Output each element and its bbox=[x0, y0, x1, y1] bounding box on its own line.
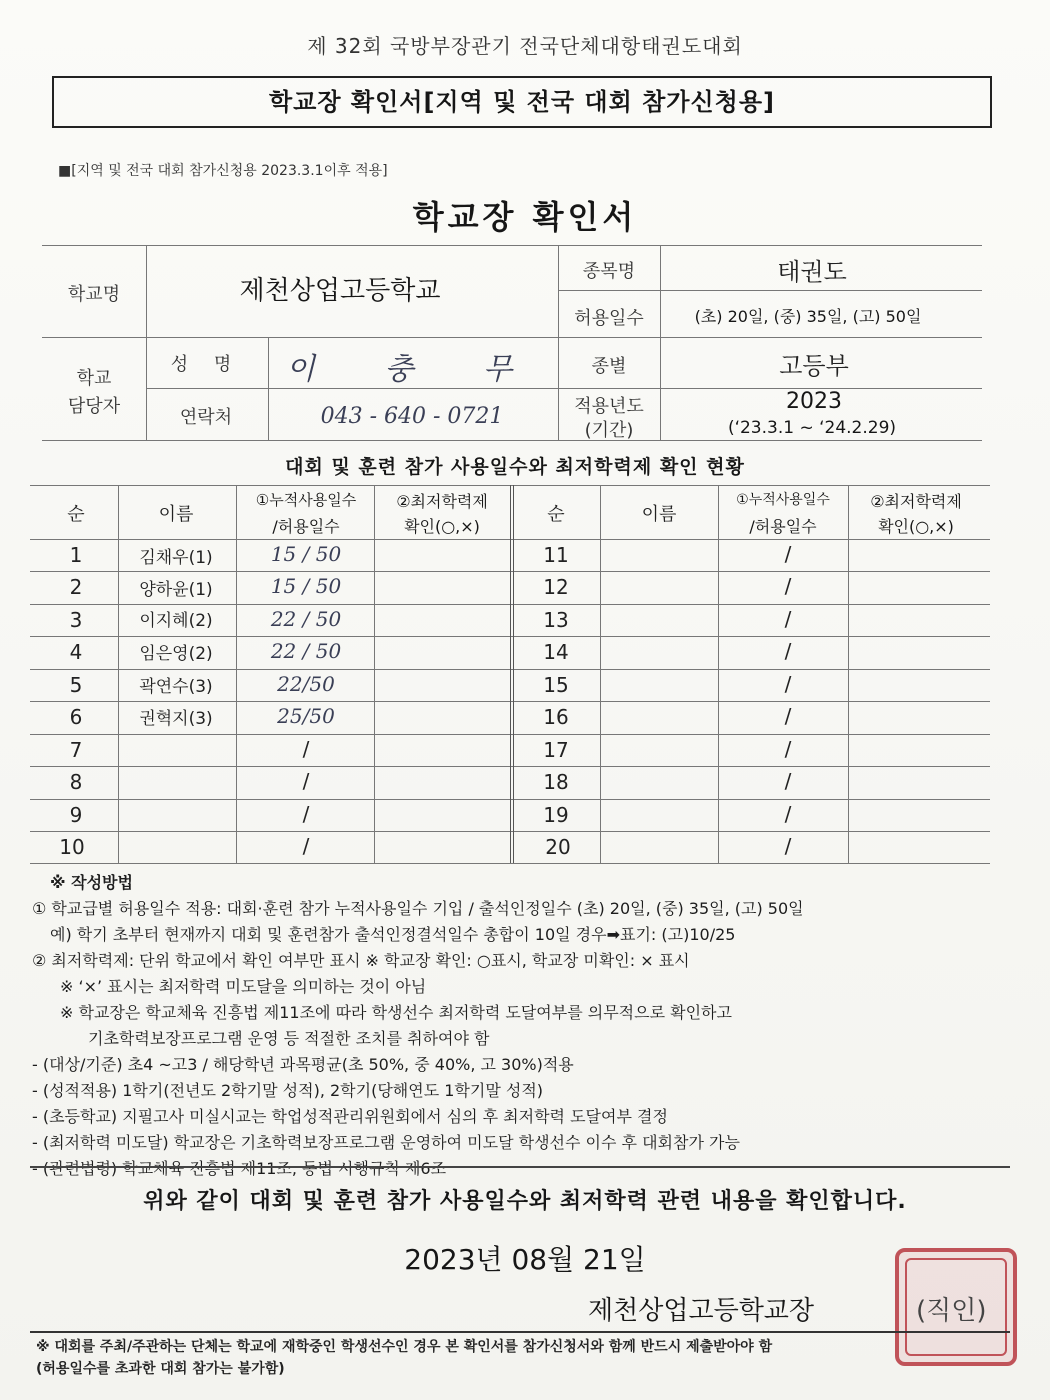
division-label: 종별 bbox=[591, 356, 627, 377]
form-title: 학교장 확인서[지역 및 전국 대회 참가신청용] bbox=[52, 76, 992, 128]
sport-value: 태권도 bbox=[777, 258, 847, 286]
manager-name-label: 성 명 bbox=[170, 354, 242, 375]
seal-label: (직인) bbox=[916, 1296, 987, 1326]
rule bbox=[558, 245, 559, 440]
usage-table-title: 대회 및 훈련 참가 사용일수와 최저학력제 확인 현황 bbox=[285, 456, 745, 478]
year-value: 2023 bbox=[786, 389, 842, 414]
rule bbox=[30, 1331, 1010, 1333]
row-number: 10 bbox=[59, 835, 85, 859]
row-number: 13 bbox=[543, 608, 569, 632]
student-days: / bbox=[302, 769, 310, 793]
rule bbox=[268, 337, 269, 440]
footer-line: (허용일수를 초과한 대회 참가는 불가함) bbox=[36, 1361, 285, 1377]
student-days: 22/50 bbox=[277, 672, 335, 696]
contact-label: 연락처 bbox=[179, 407, 233, 428]
instruction-line: 예) 학기 초부터 현재까지 대회 및 훈련참가 출석인정결석일수 총합이 10일 경우➡표기: (고)10/25 bbox=[50, 925, 736, 944]
footer-line: ※ 대회를 주최/주관하는 단체는 학교에 재학중인 학생선수인 경우 본 확인서를 참가신청서와 함께 반드시 제출받아야 함 bbox=[36, 1339, 773, 1355]
instruction-line: ※ ‘×’ 표시는 최저학력 미도달을 의미하는 것이 아님 bbox=[60, 977, 427, 996]
student-days: / bbox=[784, 672, 792, 696]
student-days: / bbox=[784, 607, 792, 631]
footer-note bbox=[36, 1336, 772, 1380]
row-number: 6 bbox=[69, 705, 83, 729]
student-days: 25/50 bbox=[277, 704, 335, 728]
instruction-line: - (최저학력 미도달) 학교장은 기초학력보장프로그램 운영하여 미도달 학생선수 이수 후 대회참가 가능 bbox=[32, 1133, 740, 1152]
row-number: 7 bbox=[69, 738, 83, 762]
student-name: 이지혜(2) bbox=[139, 611, 213, 631]
row-number: 9 bbox=[69, 803, 83, 827]
instructions-heading: ※ 작성방법 bbox=[50, 873, 133, 892]
student-days: 22 / 50 bbox=[270, 639, 342, 663]
header-conf-line2: 확인(○,×) bbox=[878, 517, 954, 536]
row-number: 11 bbox=[543, 543, 569, 567]
student-days: 15 / 50 bbox=[270, 542, 342, 566]
student-name: 권혁지(3) bbox=[139, 709, 213, 729]
instruction-line: ① 학교급별 허용일수 적용: 대회·훈련 참가 누적사용일수 기입 / 출석인정일수 (초) 20일, (중) 35일, (고) 50일 bbox=[32, 899, 804, 918]
declaration: 위와 같이 대회 및 훈련 참가 사용일수와 최저학력 관련 내용을 확인합니다. bbox=[143, 1189, 907, 1214]
row-number: 1 bbox=[69, 543, 83, 567]
student-days: / bbox=[302, 737, 310, 761]
row-number: 20 bbox=[545, 835, 571, 859]
form-subnote: ■[지역 및 전국 대회 참가신청용 2023.3.1이후 적용] bbox=[58, 163, 388, 179]
student-days: / bbox=[784, 802, 792, 826]
manager-label-line1: 학교 bbox=[76, 368, 112, 389]
manager-name-value: 이 충 무 bbox=[285, 352, 543, 387]
instruction-line: ② 최저학력제: 단위 학교에서 확인 여부만 표시 ※ 학교장 확인: ○표시, 학교장 미확인: × 표시 bbox=[32, 951, 690, 970]
contact-value: 043 - 640 - 0721 bbox=[320, 404, 504, 429]
rule bbox=[30, 1166, 1010, 1168]
rule bbox=[660, 245, 661, 440]
header-no: 순 bbox=[547, 504, 565, 525]
student-days: / bbox=[784, 542, 792, 566]
student-days: / bbox=[784, 737, 792, 761]
rule bbox=[848, 485, 849, 863]
header-conf-line1: ②최저학력제 bbox=[396, 492, 488, 511]
student-name: 곽연수(3) bbox=[139, 677, 213, 697]
school-name-value: 제천상업고등학교 bbox=[239, 276, 441, 306]
student-days: / bbox=[784, 704, 792, 728]
student-days: / bbox=[784, 574, 792, 598]
header-name: 이름 bbox=[158, 504, 194, 525]
row-number: 12 bbox=[543, 575, 569, 599]
row-number: 8 bbox=[69, 770, 83, 794]
instructions bbox=[32, 870, 992, 1182]
instruction-line: 기초학력보장프로그램 운영 등 적절한 조치를 취하여야 함 bbox=[88, 1029, 490, 1048]
sport-label: 종목명 bbox=[582, 261, 636, 282]
row-number: 4 bbox=[69, 640, 83, 664]
rule bbox=[146, 388, 982, 389]
allowed-days-value: (초) 20일, (중) 35일, (고) 50일 bbox=[694, 307, 922, 326]
year-label-line1: 적용년도 bbox=[574, 396, 644, 417]
header-name: 이름 bbox=[641, 504, 677, 525]
event-title: 제 32회 국방부장관기 전국단체대항태권도대회 bbox=[307, 34, 743, 58]
row-number: 5 bbox=[69, 673, 83, 697]
manager-label-line2: 담당자 bbox=[67, 396, 121, 417]
instruction-line: - (성적적용) 1학기(전년도 2학기말 성적), 2학기(당해연도 1학기말 성적) bbox=[32, 1081, 544, 1100]
student-days: / bbox=[302, 834, 310, 858]
allowed-days-label: 허용일수 bbox=[574, 308, 644, 329]
rule bbox=[558, 290, 982, 291]
row-number: 19 bbox=[543, 803, 569, 827]
rule bbox=[236, 485, 237, 863]
instruction-line: ※ 학교장은 학교체육 진흥법 제11조에 따라 학생선수 최저학력 도달여부를 의무적으로 확인하고 bbox=[60, 1003, 732, 1022]
instruction-line: - (초등학교) 지필고사 미실시교는 학업성적관리위원회에서 심의 후 최저학력 도달여부 결정 bbox=[32, 1107, 668, 1126]
student-name: 임은영(2) bbox=[139, 644, 213, 664]
row-number: 3 bbox=[69, 608, 83, 632]
header-days-line2: /허용일수 bbox=[749, 517, 817, 536]
header-days-line1: ①누적사용일수 bbox=[736, 492, 830, 508]
header-no: 순 bbox=[67, 504, 85, 525]
rule bbox=[42, 337, 982, 338]
header-days-line1: ①누적사용일수 bbox=[255, 491, 357, 509]
period-value: (‘23.3.1 ~ ‘24.2.29) bbox=[727, 418, 897, 438]
student-days: 22 / 50 bbox=[270, 607, 342, 631]
rule bbox=[146, 245, 147, 440]
year-label-line2: (기간) bbox=[584, 420, 634, 441]
rule bbox=[510, 485, 514, 863]
document-title: 학교장 확인서 bbox=[412, 198, 638, 236]
rule bbox=[30, 863, 990, 864]
header-conf-line1: ②최저학력제 bbox=[870, 492, 962, 511]
row-number: 2 bbox=[69, 575, 83, 599]
principal-name: 제천상업고등학교장 bbox=[588, 1296, 815, 1326]
rule bbox=[600, 485, 601, 863]
instruction-line: - (관련법령) 학교체육 진흥법 제11조, 동법 시행규칙 제6조 bbox=[32, 1159, 447, 1178]
row-number: 17 bbox=[543, 738, 569, 762]
row-number: 16 bbox=[543, 705, 569, 729]
instruction-line: - (대상/기준) 초4 ~고3 / 해당학년 과목평균(초 50%, 중 40%, 고 30%)적용 bbox=[32, 1055, 574, 1074]
student-days: / bbox=[302, 802, 310, 826]
student-days: 15 / 50 bbox=[270, 574, 342, 598]
student-days: / bbox=[784, 769, 792, 793]
rule bbox=[42, 245, 982, 246]
division-value: 고등부 bbox=[779, 352, 849, 380]
rule bbox=[118, 485, 119, 863]
rule bbox=[718, 485, 719, 863]
row-number: 14 bbox=[543, 640, 569, 664]
student-days: / bbox=[784, 834, 792, 858]
student-days: / bbox=[784, 639, 792, 663]
confirmation-date: 2023년 08월 21일 bbox=[404, 1243, 646, 1276]
row-number: 18 bbox=[543, 770, 569, 794]
school-name-label: 학교명 bbox=[67, 284, 121, 305]
rule bbox=[42, 440, 982, 441]
row-number: 15 bbox=[543, 673, 569, 697]
student-name: 김채우(1) bbox=[139, 548, 213, 568]
header-conf-line2: 확인(○,×) bbox=[404, 517, 480, 536]
student-name: 양하윤(1) bbox=[139, 580, 213, 600]
rule bbox=[374, 485, 375, 863]
header-days-line2: /허용일수 bbox=[272, 517, 340, 536]
